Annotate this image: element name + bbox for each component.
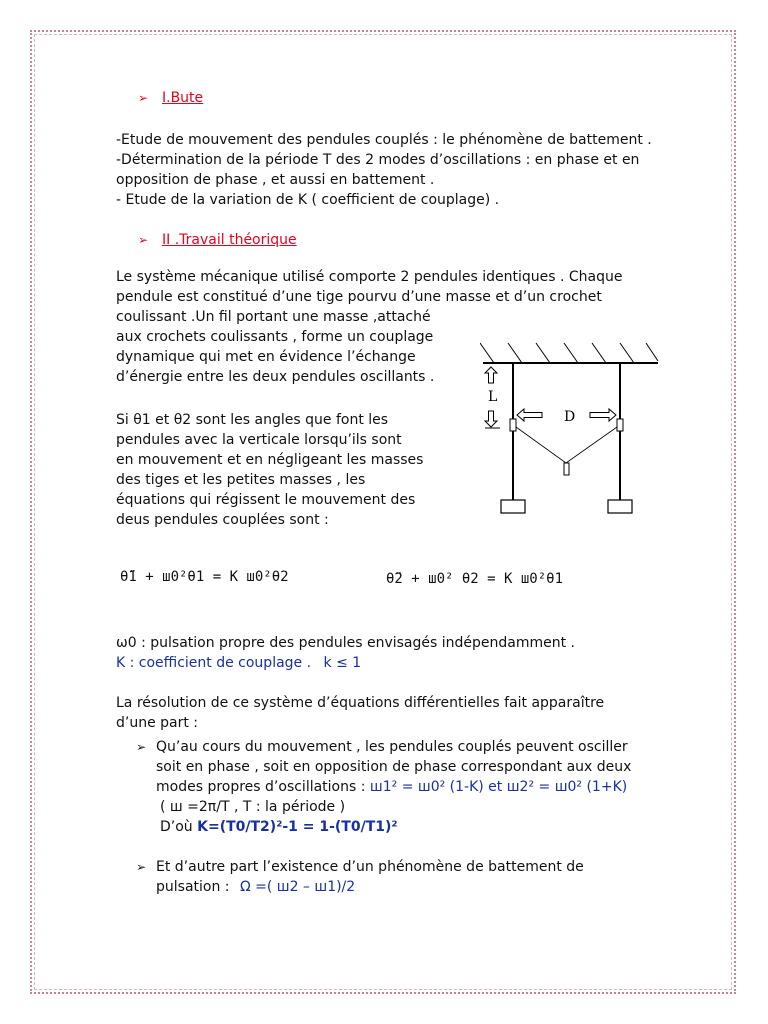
arrow-bullet-icon: ➢: [136, 860, 147, 874]
distance-left-arrow-icon: [517, 409, 542, 421]
w0-definition: ω0 : pulsation propre des pendules envisagés indépendamment .: [116, 635, 575, 651]
section1-heading-row: [138, 90, 203, 106]
right-pendulum-mass: [608, 500, 632, 513]
left-pendulum-mass: [501, 500, 525, 513]
section2-angles: [116, 410, 423, 530]
intro-line: aux crochets coulissants , forme un couplage: [116, 329, 434, 345]
k-definition: K : coefficient de couplage .: [116, 655, 312, 671]
section1-heading: I.Bute: [162, 90, 204, 106]
angles-line: Si θ1 et θ2 sont les angles que font les: [116, 412, 389, 428]
section1-line: - Etude de la variation de K ( coefficient de couplage) .: [116, 192, 500, 208]
length-down-arrow-icon: [485, 411, 500, 428]
equation-1: θ̈1 + ш0²θ1 = K ш0²θ2: [120, 569, 289, 585]
angles-line: des tiges et les petites masses , les: [116, 472, 366, 488]
definitions: [116, 633, 575, 673]
arrow-bullet-icon: ➢: [136, 740, 147, 754]
ceiling-hatching: [480, 343, 658, 363]
intro-line: d’énergie entre les deux pendules oscillants .: [116, 369, 435, 385]
bullet2-line2-formula: Ω =( ш2 – ш1)/2: [239, 879, 356, 895]
right-sliding-hook: [617, 419, 623, 431]
left-sliding-hook: [510, 419, 516, 431]
distance-right-arrow-icon: [590, 409, 616, 421]
angles-line: équations qui régissent le mouvement des: [116, 492, 416, 508]
bullet-1: [136, 737, 631, 837]
coupled-pendulum-diagram: [480, 335, 660, 525]
bullet1-line5-formula: K=(T0/T2)²-1 = 1-(T0/T1)²: [197, 819, 398, 835]
bullet1-line3-formula: ш1² = ш0² (1-K) et ш2² = ш0² (1+K): [369, 779, 628, 795]
coupling-mass: [564, 463, 569, 475]
bullet1-line4: ( ш =2π/T , T : la période ): [160, 799, 346, 815]
arrow-bullet-icon: ➢: [138, 91, 149, 105]
section2-heading: II .Travail théorique: [162, 232, 297, 248]
bullet1-line3-text: modes propres d’oscillations :: [156, 779, 366, 795]
angles-line: pendules avec la verticale lorsqu’ils sont: [116, 432, 402, 448]
resolution-line: La résolution de ce système d’équations différentielles fait apparaître: [116, 695, 605, 711]
resolution-line: d’une part :: [116, 715, 199, 731]
section1-line: opposition de phase , et aussi en battement .: [116, 172, 435, 188]
intro-line: dynamique qui met en évidence l’échange: [116, 349, 416, 365]
bullet-2: [136, 857, 584, 897]
label-L: L: [488, 389, 498, 405]
resolution-intro: [116, 693, 604, 733]
equation-2: θ̈2 + ш0² θ2 = K ш0²θ1: [386, 571, 564, 587]
intro-line: Le système mécanique utilisé comporte 2 pendules identiques . Chaque: [116, 269, 623, 285]
angles-line: deus pendules couplées sont :: [116, 512, 329, 528]
bullet1-line1: Qu’au cours du mouvement , les pendules couplés peuvent osciller: [156, 739, 628, 755]
bullet1-line5-text: D’où: [160, 819, 193, 835]
arrow-bullet-icon: ➢: [138, 233, 149, 247]
bullet1-line2: soit en phase , soit en opposition de phase correspondant aux deux: [156, 759, 632, 775]
label-D: D: [564, 409, 576, 425]
section1-line: -Détermination de la période T des 2 modes d’oscillations : en phase et en: [116, 152, 640, 168]
intro-line: pendule est constitué d’une tige pourvu d’une masse et d’un crochet: [116, 289, 602, 305]
coupling-thread: [516, 427, 617, 463]
bullet2-line1: Et d’autre part l’existence d’un phénomène de battement de: [156, 859, 584, 875]
section1-line: -Etude de mouvement des pendules couplés : le phénomène de battement .: [116, 132, 652, 148]
angles-line: en mouvement et en négligeant les masses: [116, 452, 424, 468]
section2-heading-row: [138, 232, 297, 248]
k-condition: k ≤ 1: [323, 655, 362, 671]
length-up-arrow-icon: [485, 367, 497, 383]
bullet2-line2-text: pulsation :: [156, 879, 230, 895]
section1-body: [116, 130, 652, 210]
intro-line: coulissant .Un fil portant une masse ,attaché: [116, 309, 431, 325]
